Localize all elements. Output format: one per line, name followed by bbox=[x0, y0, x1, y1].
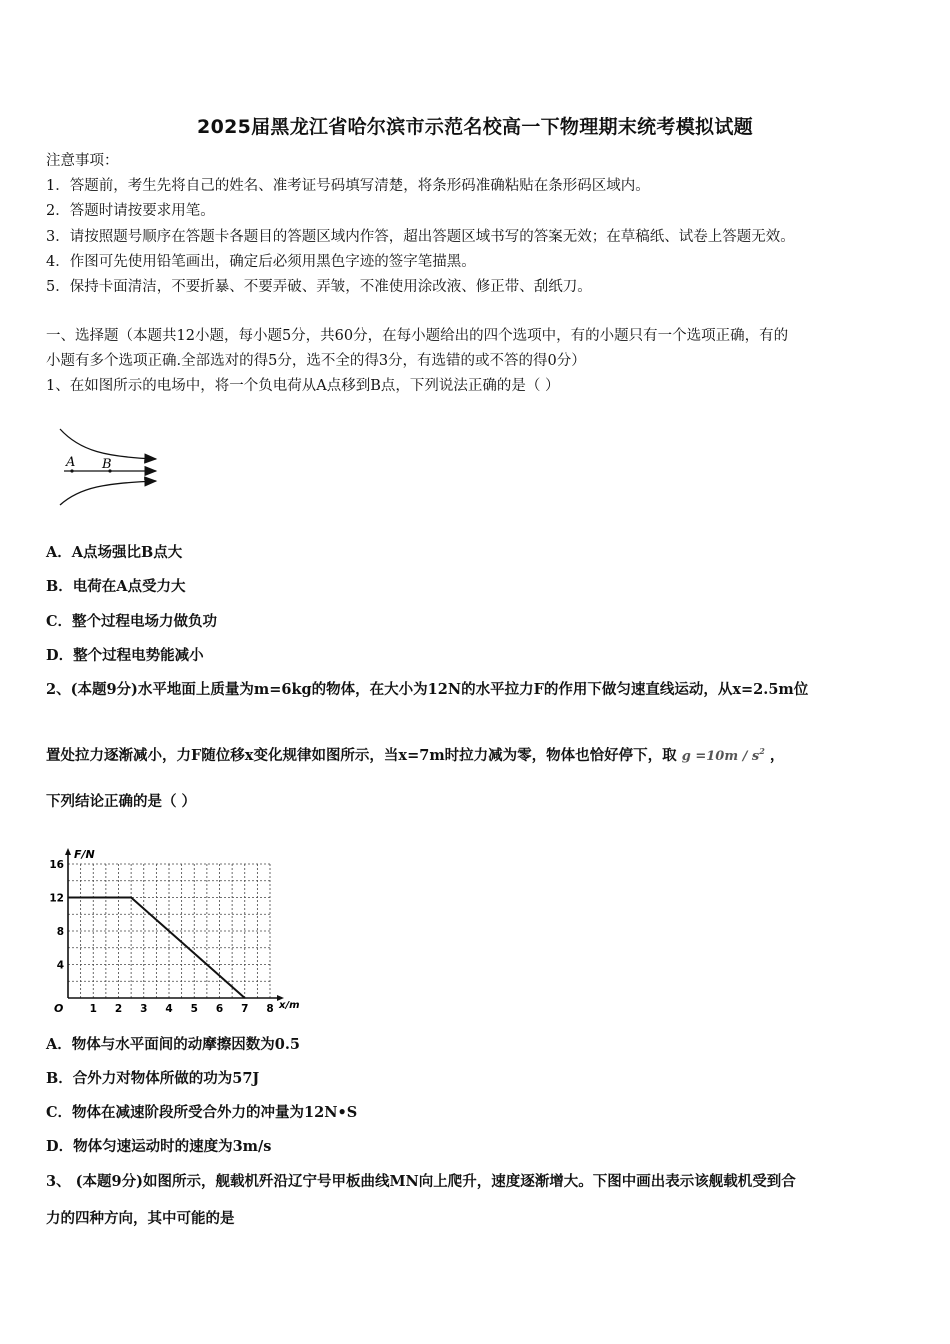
notice-item: 1．答题前，考生先将自己的姓名、准考证号码填写清楚，将条形码准确粘贴在条形码区域内。 bbox=[46, 178, 650, 194]
q2-option-d: D．物体匀速运动时的速度为3m/s bbox=[46, 1138, 272, 1155]
x-tick-label: 4 bbox=[165, 1003, 173, 1015]
q1-option-c: C．整个过程电场力做负功 bbox=[46, 613, 218, 630]
q1-option-d: D．整个过程电势能减小 bbox=[46, 647, 204, 664]
label-b: B bbox=[102, 457, 112, 472]
x-tick-label: 8 bbox=[266, 1003, 274, 1015]
notice-item: 3．请按照题号顺序在答题卡各题目的答题区域内作答，超出答题区域书写的答案无效；在草稿纸、试卷上答题无效。 bbox=[46, 229, 795, 245]
y-tick-label: 12 bbox=[49, 892, 64, 905]
gravity-formula-text: g =10m / s bbox=[681, 749, 760, 764]
x-tick-label: 5 bbox=[190, 1003, 198, 1015]
section-heading: 一、选择题（本题共12小题，每小题5分，共60分，在每小题给出的四个选项中，有的小题只有一个选项正确，有的 bbox=[46, 328, 789, 344]
y-tick-label: 4 bbox=[56, 959, 64, 972]
x-axis-label: x/m bbox=[279, 1000, 300, 1011]
q1-stem: 1、在如图所示的电场中，将一个负电荷从A点移到B点，下列说法正确的是（ ） bbox=[46, 378, 560, 394]
field-line-bottom bbox=[60, 481, 156, 505]
origin-label: O bbox=[54, 1002, 64, 1015]
chart-tick-labels bbox=[49, 848, 299, 1015]
electric-field-figure bbox=[56, 425, 166, 509]
gravity-formula-exponent: 2 bbox=[759, 746, 765, 756]
chart-axes bbox=[65, 848, 284, 1001]
force-displacement-chart bbox=[46, 835, 306, 1015]
y-axis-arrow bbox=[65, 848, 71, 855]
q2-option-c: C．物体在减速阶段所受合外力的冲量为12N•S bbox=[46, 1104, 358, 1121]
q2-stem-punct: ， bbox=[769, 747, 785, 764]
notice-item: 5．保持卡面清洁，不要折暴、不要弄破、弄皱，不准使用涂改液、修正带、刮纸刀。 bbox=[46, 279, 592, 295]
section-heading-cont: 小题有多个选项正确.全部选对的得5分，选不全的得3分，有选错的或不答的得0分） bbox=[46, 353, 586, 369]
q2-option-b: B．合外力对物体所做的功为57J bbox=[46, 1070, 260, 1087]
q3-stem-line2: 力的四种方向，其中可能的是 bbox=[46, 1210, 235, 1227]
x-tick-label: 7 bbox=[241, 1003, 249, 1015]
y-axis-label: F/N bbox=[74, 848, 95, 861]
q2-stem-line1: 2、(本题9分)水平地面上质量为m=6kg的物体，在大小为12N的水平拉力F的作用下做匀速直线运动，从x=2.5m位 bbox=[46, 681, 809, 698]
notice-item: 2．答题时请按要求用笔。 bbox=[46, 203, 215, 219]
q1-option-a: A．A点场强比B点大 bbox=[46, 544, 183, 561]
y-tick-label: 8 bbox=[56, 926, 64, 938]
q2-stem-line2 bbox=[46, 741, 784, 767]
gravity-formula bbox=[681, 746, 765, 764]
x-tick-label: 6 bbox=[215, 1003, 224, 1015]
x-tick-label: 1 bbox=[89, 1003, 97, 1015]
y-tick-label: 16 bbox=[49, 859, 64, 871]
q3-stem-line1: 3、 (本题9分)如图所示，舰载机歼沿辽宁号甲板曲线MN向上爬升，速度逐渐增大。下图中画出表示该舰载机受到合 bbox=[46, 1173, 796, 1190]
q1-option-b: B．电荷在A点受力大 bbox=[46, 578, 186, 595]
label-a: A bbox=[66, 455, 76, 470]
notice-heading: 注意事项： bbox=[46, 153, 119, 169]
x-tick-label: 2 bbox=[114, 1003, 123, 1015]
q2-option-a: A．物体与水平面间的动摩擦因数为0.5 bbox=[46, 1036, 300, 1053]
notice-item: 4．作图可先使用铅笔画出，确定后必须用黑色字迹的签字笔描黑。 bbox=[46, 254, 476, 270]
x-tick-label: 3 bbox=[140, 1003, 148, 1015]
page-title: 2025届黑龙江省哈尔滨市示范名校高一下物理期末统考模拟试题 bbox=[197, 116, 753, 138]
q2-stem-text: 置处拉力逐渐减小，力F随位移x变化规律如图所示，当x=7m时拉力减为零，物体也恰好停下，取 bbox=[46, 747, 677, 764]
q2-stem-line3: 下列结论正确的是（ ） bbox=[46, 793, 197, 810]
